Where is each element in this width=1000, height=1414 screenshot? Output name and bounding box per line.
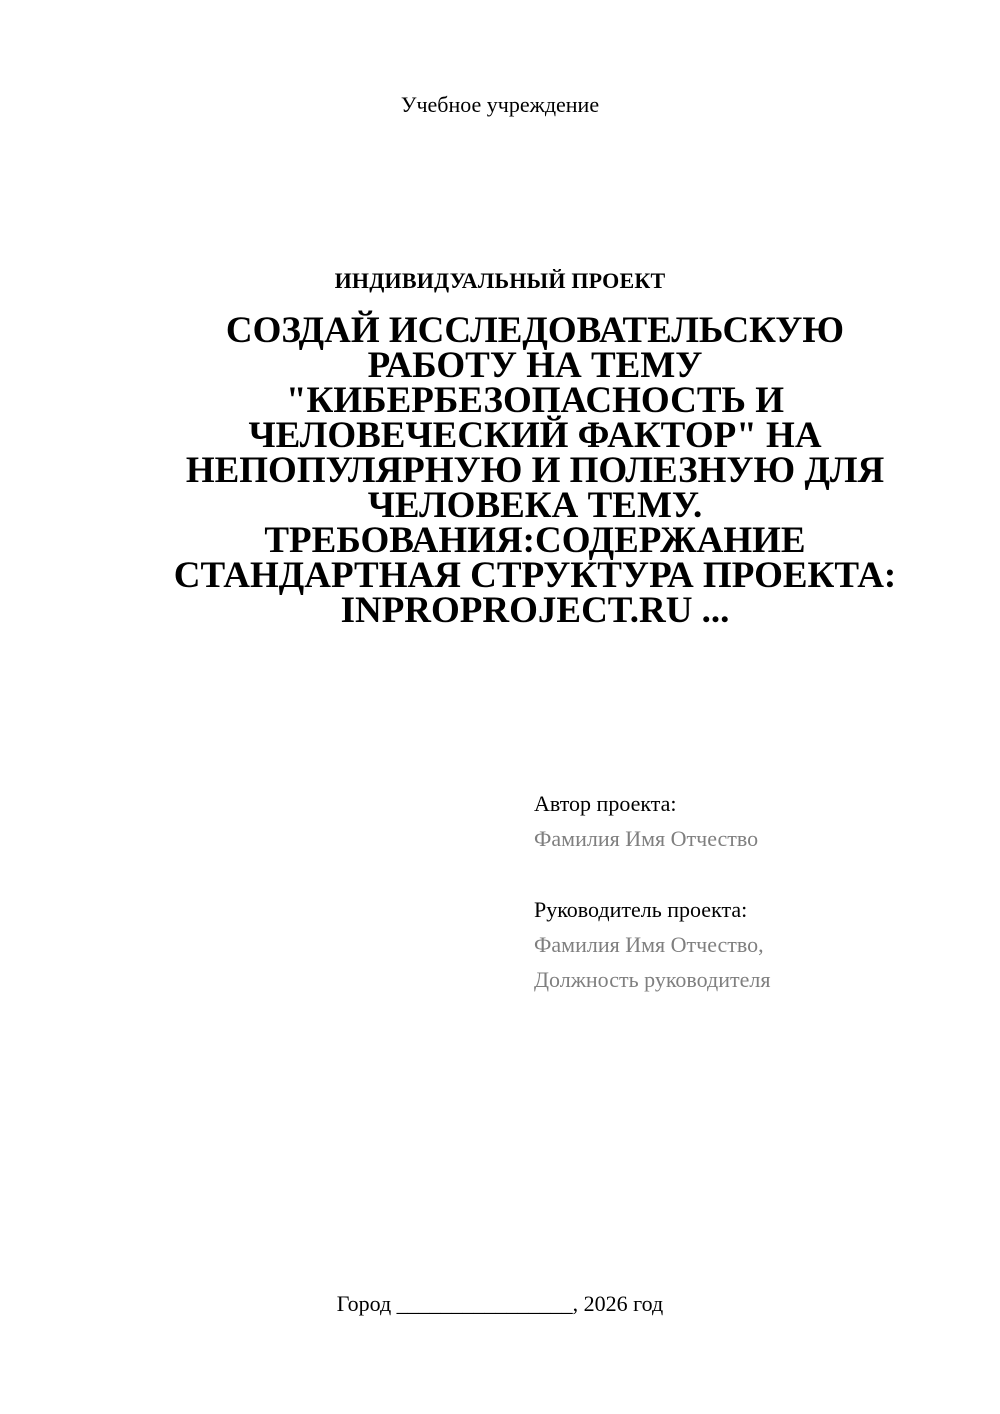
title-line: СТАНДАРТНАЯ СТРУКТУРА ПРОЕКТА: [173, 555, 897, 596]
city-year-footer: Город ________________, 2026 год [336, 1291, 664, 1316]
supervisor-block [534, 892, 974, 997]
title-line: ЧЕЛОВЕКА ТЕМУ. [367, 485, 703, 526]
author-block [534, 786, 974, 856]
title-line: НЕПОПУЛЯРНУЮ И ПОЛЕЗНУЮ ДЛЯ [185, 450, 885, 491]
institution-name: Учебное учреждение [400, 92, 600, 117]
supervisor-name-placeholder: Фамилия Имя Отчество, [534, 932, 764, 957]
title-line: РАБОТУ НА ТЕМУ [367, 345, 703, 386]
title-line: INPROPROJECT.RU ... [340, 590, 730, 631]
project-type-heading: ИНДИВИДУАЛЬНЫЙ ПРОЕКТ [334, 268, 666, 293]
supervisor-position-placeholder: Должность руководителя [534, 967, 771, 992]
supervisor-label: Руководитель проекта: [534, 897, 748, 922]
author-name-placeholder: Фамилия Имя Отчество [534, 826, 759, 851]
project-title [140, 310, 930, 631]
title-line: СОЗДАЙ ИССЛЕДОВАТЕЛЬСКУЮ [225, 310, 845, 351]
title-line: "КИБЕРБЕЗОПАСНОСТЬ И [285, 380, 785, 421]
title-line: ЧЕЛОВЕЧЕСКИЙ ФАКТОР" НА [248, 415, 822, 456]
author-label: Автор проекта: [534, 791, 677, 816]
title-line: ТРЕБОВАНИЯ:СОДЕРЖАНИЕ [264, 520, 806, 561]
